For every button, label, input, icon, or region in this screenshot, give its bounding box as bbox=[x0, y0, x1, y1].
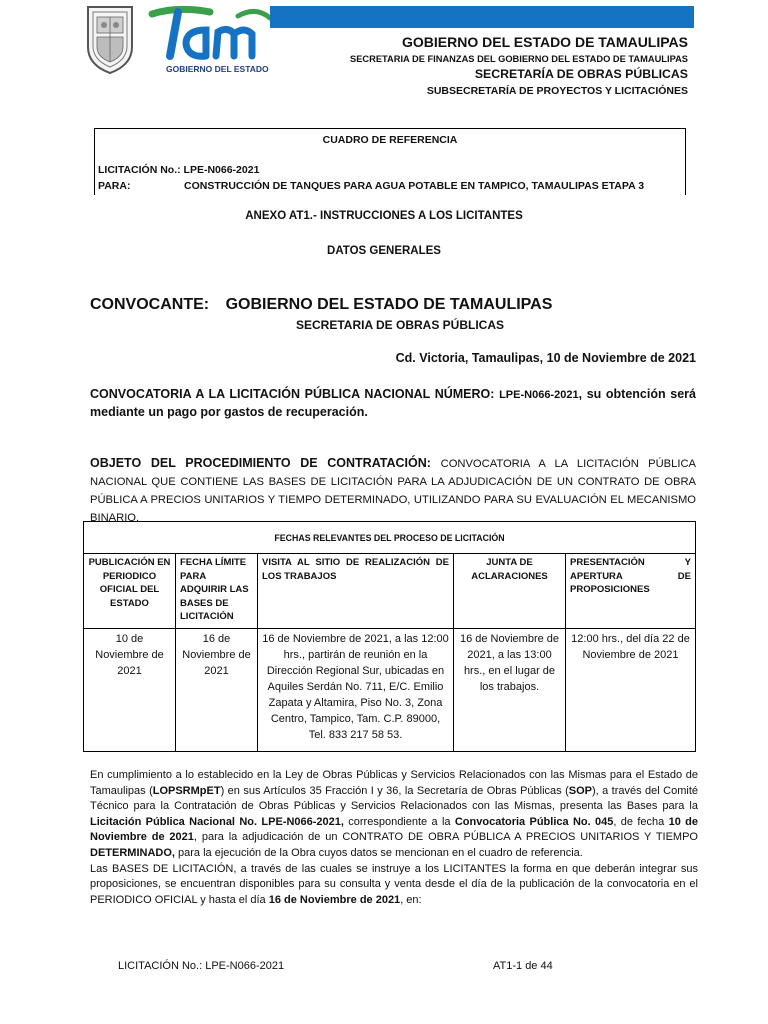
table-title: FECHAS RELEVANTES DEL PROCESO DE LICITACIÓN bbox=[84, 522, 696, 554]
convocatoria-rest: , su obtención será mediante un pago por gastos de recuperación. bbox=[90, 387, 696, 419]
table-header: VISITA AL SITIO DE REALIZACIÓN DE LOS TRABAJOS bbox=[258, 554, 454, 629]
table-header-row bbox=[84, 554, 696, 629]
objeto-text: CONVOCATORIA A LA LICITACIÓN PÚBLICA NACIONAL QUE CONTIENE LAS BASES DE LICITACIÓN PARA LA ADJUDICACIÓN DE UN CONTRATO DE OBRA PÚBLICA A PRECIOS UNITARIOS Y TIEMPO DETERMINADO, UTILIZANDO PARA SU EVALUACIÓN EL MECANISMO BINARIO. bbox=[90, 458, 696, 524]
table-header: JUNTA DE ACLARACIONES bbox=[454, 554, 566, 629]
body-paragraph-1 bbox=[90, 768, 698, 862]
header-obras: SECRETARÍA DE OBRAS PÚBLICAS bbox=[474, 67, 688, 81]
text-span: , para la adjudicación de un CONTRATO DE OBRA PÚBLICA A PRECIOS UNITARIOS Y TIEMPO bbox=[193, 831, 698, 844]
secretaria-obras: SECRETARIA DE OBRAS PÚBLICAS bbox=[296, 318, 505, 332]
table-row bbox=[84, 629, 696, 752]
reference-para-label: PARA: bbox=[98, 180, 131, 192]
table-cell: 12:00 hrs., del día 22 de Noviembre de 2021 bbox=[566, 629, 696, 752]
text-span: ), a través del Comité Técnico para la Contratación de Obras Públicas y Servicios Relacionados con las Mismas, presenta las Bases para la bbox=[90, 784, 698, 813]
datos-generales-title: DATOS GENERALES bbox=[327, 245, 441, 257]
text-span: , de fecha bbox=[613, 815, 669, 828]
text-bold: 16 de Noviembre de 2021 bbox=[268, 893, 401, 906]
convocante-value: GOBIERNO DEL ESTADO DE TAMAULIPAS bbox=[225, 296, 553, 313]
footer-page-number: AT1-1 de 44 bbox=[493, 960, 553, 972]
footer-licitacion: LICITACIÓN No.: LPE-N066-2021 bbox=[118, 960, 285, 972]
text-span: para la ejecución de la Obra cuyos datos se mencionan en el cuadro de referencia. bbox=[174, 846, 583, 859]
convocante-label: CONVOCANTE: bbox=[90, 296, 210, 313]
body-paragraph-2 bbox=[90, 862, 698, 909]
reference-title: CUADRO DE REFERENCIA bbox=[322, 134, 458, 146]
tam-logo bbox=[148, 4, 273, 76]
state-seal-icon bbox=[82, 3, 138, 75]
text-span: Las BASES DE LICITACIÓN, a través de las cuales se instruye a los LICITANTES la forma en que deberán integrar sus proposiciones, se encuentran disponibles para su consulta y venta desde el día de la publicación de la convocatoria en el PERIODICO OFICIAL y hasta el día bbox=[90, 862, 698, 906]
text-bold: Convocatoria Pública No. 045 bbox=[454, 815, 614, 828]
header-blue-bar bbox=[270, 6, 694, 28]
table-cell: 10 de Noviembre de 2021 bbox=[84, 629, 176, 752]
reference-box bbox=[94, 128, 686, 195]
convocatoria-label: CONVOCATORIA A LA LICITACIÓN PÚBLICA NACIONAL NÚMERO: bbox=[90, 387, 495, 401]
header-government: GOBIERNO DEL ESTADO DE TAMAULIPAS bbox=[402, 34, 688, 50]
body-text bbox=[90, 768, 698, 908]
convocatoria-number: LPE-N066-2021 bbox=[499, 389, 579, 401]
reference-para-row bbox=[98, 180, 645, 192]
fechas-table bbox=[83, 521, 696, 752]
text-span: ) en sus Artículos 35 Fracción I y 36, la Secretaría de Obras Públicas ( bbox=[220, 784, 569, 797]
header-finanzas: SECRETARIA DE FINANZAS DEL GOBIERNO DEL ESTADO DE TAMAULIPAS bbox=[350, 54, 688, 64]
document-date: Cd. Victoria, Tamaulipas, 10 de Noviembre de 2021 bbox=[395, 351, 696, 365]
logo-caption: GOBIERNO DEL ESTADO bbox=[166, 64, 269, 74]
table-header: PUBLICACIÓN EN PERIODICO OFICIAL DEL ESTADO bbox=[84, 554, 176, 629]
table-header: FECHA LÍMITE PARA ADQUIRIR LAS BASES DE LICITACIÓN bbox=[176, 554, 258, 629]
convocante-line bbox=[90, 296, 552, 314]
table-cell: 16 de Noviembre de 2021, a las 12:00 hrs., partirán de reunión en la Dirección Regional Sur, ubicadas en Aquiles Serdán No. 711, E/C. Emilio Zapata y Altamira, Piso No. 3, Zona Centro, Tampico, Tam. C.P. 89000, Tel. 833 217 58 53. bbox=[258, 629, 454, 752]
table-cell: 16 de Noviembre de 2021 bbox=[176, 629, 258, 752]
text-bold: DETERMINADO, bbox=[90, 846, 175, 859]
anexo-title: ANEXO AT1.- INSTRUCCIONES A LOS LICITANTES bbox=[245, 210, 523, 222]
text-span: , en: bbox=[400, 893, 422, 906]
reference-para-value: CONSTRUCCIÓN DE TANQUES PARA AGUA POTABLE EN TAMPICO, TAMAULIPAS ETAPA 3 bbox=[184, 180, 645, 192]
text-bold: 10 de Noviembre de 2021 bbox=[90, 815, 698, 844]
reference-licitacion: LICITACIÓN No.: LPE-N066-2021 bbox=[98, 164, 260, 176]
objeto-paragraph bbox=[90, 455, 696, 527]
text-span: En cumplimiento a lo establecido en la Ley de Obras Públicas y Servicios Relacionados con las Mismas para el Estado de Tamaulipas ( bbox=[90, 769, 698, 797]
text-bold: LOPSRMpET bbox=[152, 784, 221, 797]
table-header: PRESENTACIÓN Y APERTURA DE PROPOSICIONES bbox=[566, 554, 696, 629]
text-bold: SOP bbox=[568, 784, 592, 797]
tam-logo-icon bbox=[148, 4, 273, 64]
objeto-label: OBJETO DEL PROCEDIMIENTO DE CONTRATACIÓN: bbox=[90, 456, 431, 470]
convocatoria-paragraph bbox=[90, 386, 696, 421]
table-cell: 16 de Noviembre de 2021, a las 13:00 hrs., en el lugar de los trabajos. bbox=[454, 629, 566, 752]
text-span: correspondiente a la bbox=[343, 815, 455, 828]
header-subsecretaria: SUBSECRETARÍA DE PROYECTOS Y LICITACIÓNES bbox=[426, 85, 688, 97]
text-bold: Licitación Pública Nacional No. LPE-N066-2021, bbox=[90, 815, 344, 828]
